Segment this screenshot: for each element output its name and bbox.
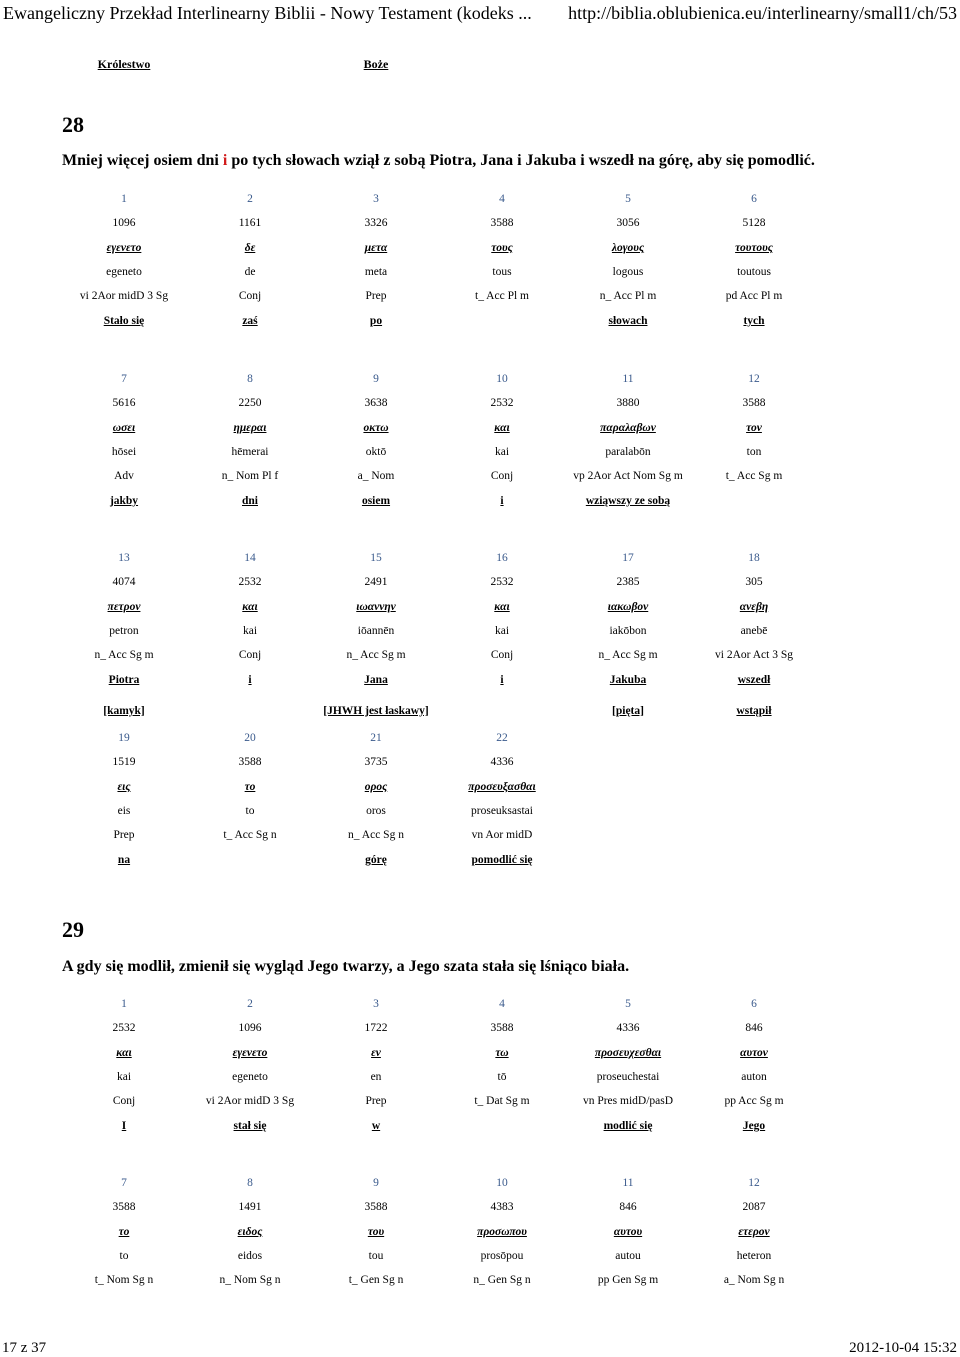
strong-number: 2491 — [364, 576, 388, 588]
strong-number: 4383 — [490, 1201, 514, 1213]
polish-translation[interactable]: pomodlić się — [471, 854, 533, 866]
morphology-row — [0, 290, 960, 310]
morphology: Adv — [114, 470, 134, 482]
morphology: vn Aor midD — [471, 829, 533, 841]
verse-text-part: A gdy się modlił, zmienił się wygląd Jego twarzy, a Jego szata stała się lśniąco biała. — [62, 958, 630, 975]
verse-text-part: Mniej więcej osiem dni — [62, 152, 223, 169]
word-number: 7 — [121, 1177, 127, 1189]
polish-translation[interactable]: osiem — [361, 495, 391, 507]
morphology: Conj — [112, 1095, 136, 1107]
verse-text-part: po tych słowach wziął z sobą Piotra, Jana i Jakuba i wszedł na górę, aby się pomodlić. — [227, 152, 815, 169]
morphology: n_ Acc Sg n — [348, 829, 404, 841]
strong-number: 5616 — [112, 397, 136, 409]
polish-translation-row — [0, 315, 960, 335]
morphology: t_ Acc Sg n — [223, 829, 277, 841]
meaning-note[interactable]: [JHWH jest łaskawy] — [323, 705, 429, 717]
strong-number: 3588 — [238, 756, 262, 768]
word-number-row — [0, 193, 960, 213]
word-number: 6 — [751, 193, 757, 205]
greek-word[interactable]: το — [244, 781, 256, 793]
word-number: 21 — [370, 732, 382, 744]
polish-translation-row — [0, 854, 960, 874]
word-number: 3 — [373, 193, 379, 205]
morphology: pd Acc Pl m — [725, 290, 783, 302]
transliteration-row — [0, 1071, 960, 1091]
greek-word[interactable]: και — [116, 1047, 132, 1059]
polish-translation[interactable]: wszedł — [737, 674, 771, 686]
greek-word[interactable]: τω — [495, 1047, 509, 1059]
morphology: n_ Acc Sg m — [346, 649, 406, 661]
word-number: 20 — [244, 732, 256, 744]
word-number: 8 — [247, 373, 253, 385]
transliteration: prosōpou — [480, 1250, 524, 1262]
transliteration: hōsei — [111, 446, 137, 458]
greek-word[interactable]: προσευχεσθαι — [594, 1047, 662, 1059]
transliteration: iōannēn — [357, 625, 395, 637]
transliteration: egeneto — [106, 266, 142, 278]
word-number: 7 — [121, 373, 127, 385]
strong-number: 2532 — [112, 1022, 136, 1034]
morphology: Conj — [490, 649, 514, 661]
morphology: n_ Acc Sg m — [94, 649, 154, 661]
transliteration: kai — [494, 446, 510, 458]
greek-word[interactable]: εν — [371, 1047, 381, 1059]
transliteration: to — [245, 805, 255, 817]
word-number: 12 — [748, 373, 760, 385]
greek-word[interactable]: ανεβη — [739, 601, 769, 613]
strong-number: 3326 — [364, 217, 388, 229]
transliteration-row — [0, 1250, 960, 1270]
morphology: t_ Acc Pl m — [475, 290, 529, 302]
strong-number: 1722 — [364, 1022, 388, 1034]
word-number: 3 — [373, 998, 379, 1010]
strong-number: 3880 — [616, 397, 640, 409]
strong-number: 2250 — [238, 397, 262, 409]
transliteration: oktō — [365, 446, 387, 458]
strong-number: 4074 — [112, 576, 136, 588]
polish-translation[interactable]: górę — [365, 854, 387, 866]
strong-number: 1161 — [238, 217, 262, 229]
polish-translation[interactable]: w — [371, 1120, 381, 1132]
morphology: n_ Gen Sg n — [473, 1274, 531, 1286]
word-number-row — [0, 373, 960, 393]
transliteration: iakōbon — [609, 625, 647, 637]
polish-translation[interactable]: słowach — [608, 315, 648, 327]
morphology-row — [0, 1095, 960, 1115]
greek-word[interactable]: τον — [746, 422, 762, 434]
page-header — [0, 0, 960, 30]
greek-word[interactable]: ιωαννην — [356, 601, 396, 613]
greek-word-row — [0, 781, 960, 801]
word-number: 18 — [748, 552, 760, 564]
word-number: 10 — [496, 373, 508, 385]
morphology: n_ Acc Pl m — [599, 290, 657, 302]
greek-word[interactable]: αυτον — [740, 1047, 768, 1059]
transliteration: oros — [366, 805, 386, 817]
strong-number: 3588 — [490, 217, 514, 229]
strong-number: 846 — [745, 1022, 763, 1034]
strong-number-row — [0, 1201, 960, 1221]
transliteration-row — [0, 266, 960, 286]
word-number: 15 — [370, 552, 382, 564]
transliteration: en — [370, 1071, 382, 1083]
strong-number: 1491 — [238, 1201, 262, 1213]
word-number: 2 — [247, 193, 253, 205]
morphology: vp 2Aor Act Nom Sg m — [573, 470, 683, 482]
word-number: 5 — [625, 998, 631, 1010]
strong-number: 3588 — [364, 1201, 388, 1213]
verse-text — [62, 152, 815, 170]
word-number: 2 — [247, 998, 253, 1010]
transliteration: kai — [242, 625, 258, 637]
polish-translation[interactable]: Piotra — [108, 674, 140, 686]
strong-number: 305 — [745, 576, 763, 588]
transliteration-row — [0, 446, 960, 466]
morphology-row — [0, 470, 960, 490]
greek-word-row — [0, 1226, 960, 1246]
polish-translation[interactable]: Jakuba — [609, 674, 647, 686]
word-number: 13 — [118, 552, 130, 564]
morphology: Conj — [238, 290, 262, 302]
document-title: Ewangeliczny Przekład Interlinearny Biblii - Nowy Testament (kodeks ... — [3, 3, 532, 23]
meaning-note[interactable]: wstąpił — [736, 705, 772, 717]
strong-number-row — [0, 1022, 960, 1042]
intro-word: Królestwo — [97, 57, 151, 71]
polish-translation[interactable]: I — [121, 1120, 127, 1132]
strong-number: 3588 — [742, 397, 766, 409]
word-number: 19 — [118, 732, 130, 744]
greek-word[interactable]: και — [494, 601, 510, 613]
greek-word[interactable]: εις — [117, 781, 131, 793]
polish-translation[interactable]: stał się — [233, 1120, 267, 1132]
greek-word[interactable]: εγενετο — [232, 1047, 268, 1059]
strong-number: 5128 — [742, 217, 766, 229]
greek-word[interactable]: μετα — [364, 242, 388, 254]
morphology: t_ Dat Sg m — [474, 1095, 530, 1107]
polish-translation[interactable]: zaś — [242, 315, 258, 327]
meaning-note[interactable]: [pięta] — [612, 705, 644, 717]
greek-word[interactable]: ιακωβον — [607, 601, 649, 613]
polish-translation[interactable]: na — [117, 854, 131, 866]
greek-word-row — [0, 1047, 960, 1067]
strong-number: 4336 — [490, 756, 514, 768]
greek-word[interactable]: ορος — [364, 781, 388, 793]
strong-number: 1096 — [238, 1022, 262, 1034]
strong-number: 846 — [619, 1201, 637, 1213]
greek-word-row — [0, 601, 960, 621]
strong-number: 2087 — [742, 1201, 766, 1213]
polish-translation-row — [0, 495, 960, 515]
polish-translation[interactable]: Jana — [364, 674, 388, 686]
greek-word[interactable]: προσωπου — [477, 1226, 527, 1238]
greek-word[interactable]: λογους — [611, 242, 645, 254]
meaning-notes-row — [0, 705, 960, 725]
strong-number: 2385 — [616, 576, 640, 588]
transliteration: eis — [117, 805, 131, 817]
word-number: 14 — [244, 552, 256, 564]
strong-number-row — [0, 217, 960, 237]
word-number: 9 — [373, 1177, 379, 1189]
verse-number: 28 — [62, 112, 84, 137]
greek-word[interactable]: ειδος — [237, 1226, 263, 1238]
word-number: 1 — [121, 193, 127, 205]
greek-word[interactable]: εγενετο — [106, 242, 142, 254]
greek-word[interactable]: τους — [491, 242, 513, 254]
morphology: n_ Nom Pl f — [221, 470, 279, 482]
transliteration: logous — [612, 266, 644, 278]
meaning-note[interactable]: [kamyk] — [103, 705, 145, 717]
transliteration: ton — [746, 446, 762, 458]
morphology: pp Gen Sg m — [597, 1274, 659, 1286]
transliteration: heteron — [736, 1250, 772, 1262]
transliteration: proseuksastai — [471, 805, 533, 817]
word-number: 1 — [121, 998, 127, 1010]
verse-text — [62, 958, 629, 976]
strong-number-row — [0, 756, 960, 776]
transliteration: tō — [497, 1071, 507, 1083]
transliteration: toutous — [737, 266, 771, 278]
morphology: a_ Nom — [357, 470, 395, 482]
morphology: t_ Nom Sg n — [94, 1274, 154, 1286]
greek-word-row — [0, 242, 960, 262]
greek-word[interactable]: τουτους — [735, 242, 773, 254]
morphology-row — [0, 1274, 960, 1294]
transliteration: tou — [368, 1250, 384, 1262]
word-number: 5 — [625, 193, 631, 205]
transliteration: paralabōn — [605, 446, 651, 458]
transliteration: kai — [116, 1071, 132, 1083]
transliteration: egeneto — [232, 1071, 268, 1083]
polish-translation[interactable]: po — [369, 315, 383, 327]
strong-number: 2532 — [490, 397, 514, 409]
polish-translation[interactable]: i — [500, 495, 504, 507]
transliteration-row — [0, 625, 960, 645]
transliteration: proseuchestai — [596, 1071, 660, 1083]
word-number-row — [0, 732, 960, 752]
word-number: 22 — [496, 732, 508, 744]
polish-translation-row — [0, 1120, 960, 1140]
transliteration: kai — [494, 625, 510, 637]
morphology: n_ Nom Sg n — [219, 1274, 281, 1286]
morphology: t_ Acc Sg m — [725, 470, 783, 482]
verse-number: 29 — [62, 917, 84, 942]
morphology: vi 2Aor midD 3 Sg — [79, 290, 169, 302]
greek-word[interactable]: προσευξασθαι — [468, 781, 536, 793]
morphology: Prep — [113, 829, 135, 841]
greek-word[interactable]: και — [242, 601, 258, 613]
polish-translation[interactable]: jakby — [109, 495, 139, 507]
transliteration-row — [0, 805, 960, 825]
word-number: 17 — [622, 552, 634, 564]
strong-number-row — [0, 397, 960, 417]
transliteration: autou — [615, 1250, 641, 1262]
transliteration: hēmerai — [231, 446, 269, 458]
morphology: Prep — [365, 290, 387, 302]
polish-translation[interactable]: wziąwszy ze sobą — [585, 495, 671, 507]
polish-translation[interactable]: i — [500, 674, 504, 686]
morphology: n_ Acc Sg m — [598, 649, 658, 661]
morphology: t_ Gen Sg n — [348, 1274, 404, 1286]
greek-word[interactable]: ημεραι — [233, 422, 267, 434]
page-counter: 17 z 37 — [2, 1340, 47, 1356]
word-number: 9 — [373, 373, 379, 385]
greek-word[interactable]: παραλαβων — [600, 422, 656, 434]
strong-number: 3588 — [112, 1201, 136, 1213]
verse-text-highlight: i — [222, 152, 228, 169]
greek-word[interactable]: αυτου — [613, 1226, 643, 1238]
greek-word[interactable]: ετερον — [738, 1226, 770, 1238]
transliteration: de — [244, 266, 256, 278]
greek-word[interactable]: οκτω — [363, 422, 389, 434]
greek-word[interactable]: ωσει — [112, 422, 136, 434]
word-number: 6 — [751, 998, 757, 1010]
strong-number: 1096 — [112, 217, 136, 229]
transliteration: to — [119, 1250, 129, 1262]
greek-word[interactable]: και — [494, 422, 510, 434]
word-number: 10 — [496, 1177, 508, 1189]
print-datetime: 2012-10-04 15:32 — [849, 1340, 957, 1356]
morphology: Prep — [365, 1095, 387, 1107]
strong-number: 1519 — [112, 756, 136, 768]
greek-word-row — [0, 422, 960, 442]
document-url[interactable]: http://biblia.oblubienica.eu/interlinearny/small1/ch/53 — [568, 3, 957, 23]
word-number: 12 — [748, 1177, 760, 1189]
polish-translation[interactable]: Stało się — [103, 315, 145, 327]
morphology: vi 2Aor Act 3 Sg — [715, 649, 793, 661]
word-number-row — [0, 1177, 960, 1197]
greek-word[interactable]: το — [118, 1226, 130, 1238]
strong-number: 2532 — [238, 576, 262, 588]
transliteration: petron — [109, 625, 139, 637]
word-number-row — [0, 552, 960, 572]
strong-number: 3638 — [364, 397, 388, 409]
morphology: Conj — [490, 470, 514, 482]
transliteration: anebē — [740, 625, 768, 637]
polish-translation[interactable]: i — [248, 674, 252, 686]
word-number: 16 — [496, 552, 508, 564]
strong-number: 4336 — [616, 1022, 640, 1034]
morphology: vn Pres midD/pasD — [582, 1095, 674, 1107]
morphology: Conj — [238, 649, 262, 661]
greek-word[interactable]: του — [367, 1226, 385, 1238]
transliteration: auton — [741, 1071, 767, 1083]
word-number: 11 — [622, 1177, 634, 1189]
transliteration: eidos — [237, 1250, 263, 1262]
morphology: pp Acc Sg m — [724, 1095, 784, 1107]
morphology-row — [0, 649, 960, 669]
word-number: 4 — [499, 998, 505, 1010]
word-number-row — [0, 998, 960, 1018]
morphology-row — [0, 829, 960, 849]
polish-translation-row — [0, 674, 960, 694]
polish-translation[interactable]: modlić się — [603, 1120, 653, 1132]
strong-number: 2532 — [490, 576, 514, 588]
greek-word[interactable]: δε — [244, 242, 256, 254]
polish-translation[interactable]: Jego — [742, 1120, 766, 1132]
polish-translation[interactable]: tych — [743, 315, 765, 327]
morphology: a_ Nom Sg n — [723, 1274, 785, 1286]
word-number: 4 — [499, 193, 505, 205]
strong-number: 3588 — [490, 1022, 514, 1034]
intro-word: Boże — [363, 57, 389, 71]
polish-translation[interactable]: dni — [242, 495, 258, 507]
greek-word[interactable]: πετρον — [107, 601, 141, 613]
transliteration: meta — [364, 266, 388, 278]
word-number: 8 — [247, 1177, 253, 1189]
strong-number-row — [0, 576, 960, 596]
morphology: vi 2Aor midD 3 Sg — [205, 1095, 295, 1107]
strong-number: 3056 — [616, 217, 640, 229]
strong-number: 3735 — [364, 756, 388, 768]
transliteration: tous — [492, 266, 512, 278]
word-number: 11 — [622, 373, 634, 385]
